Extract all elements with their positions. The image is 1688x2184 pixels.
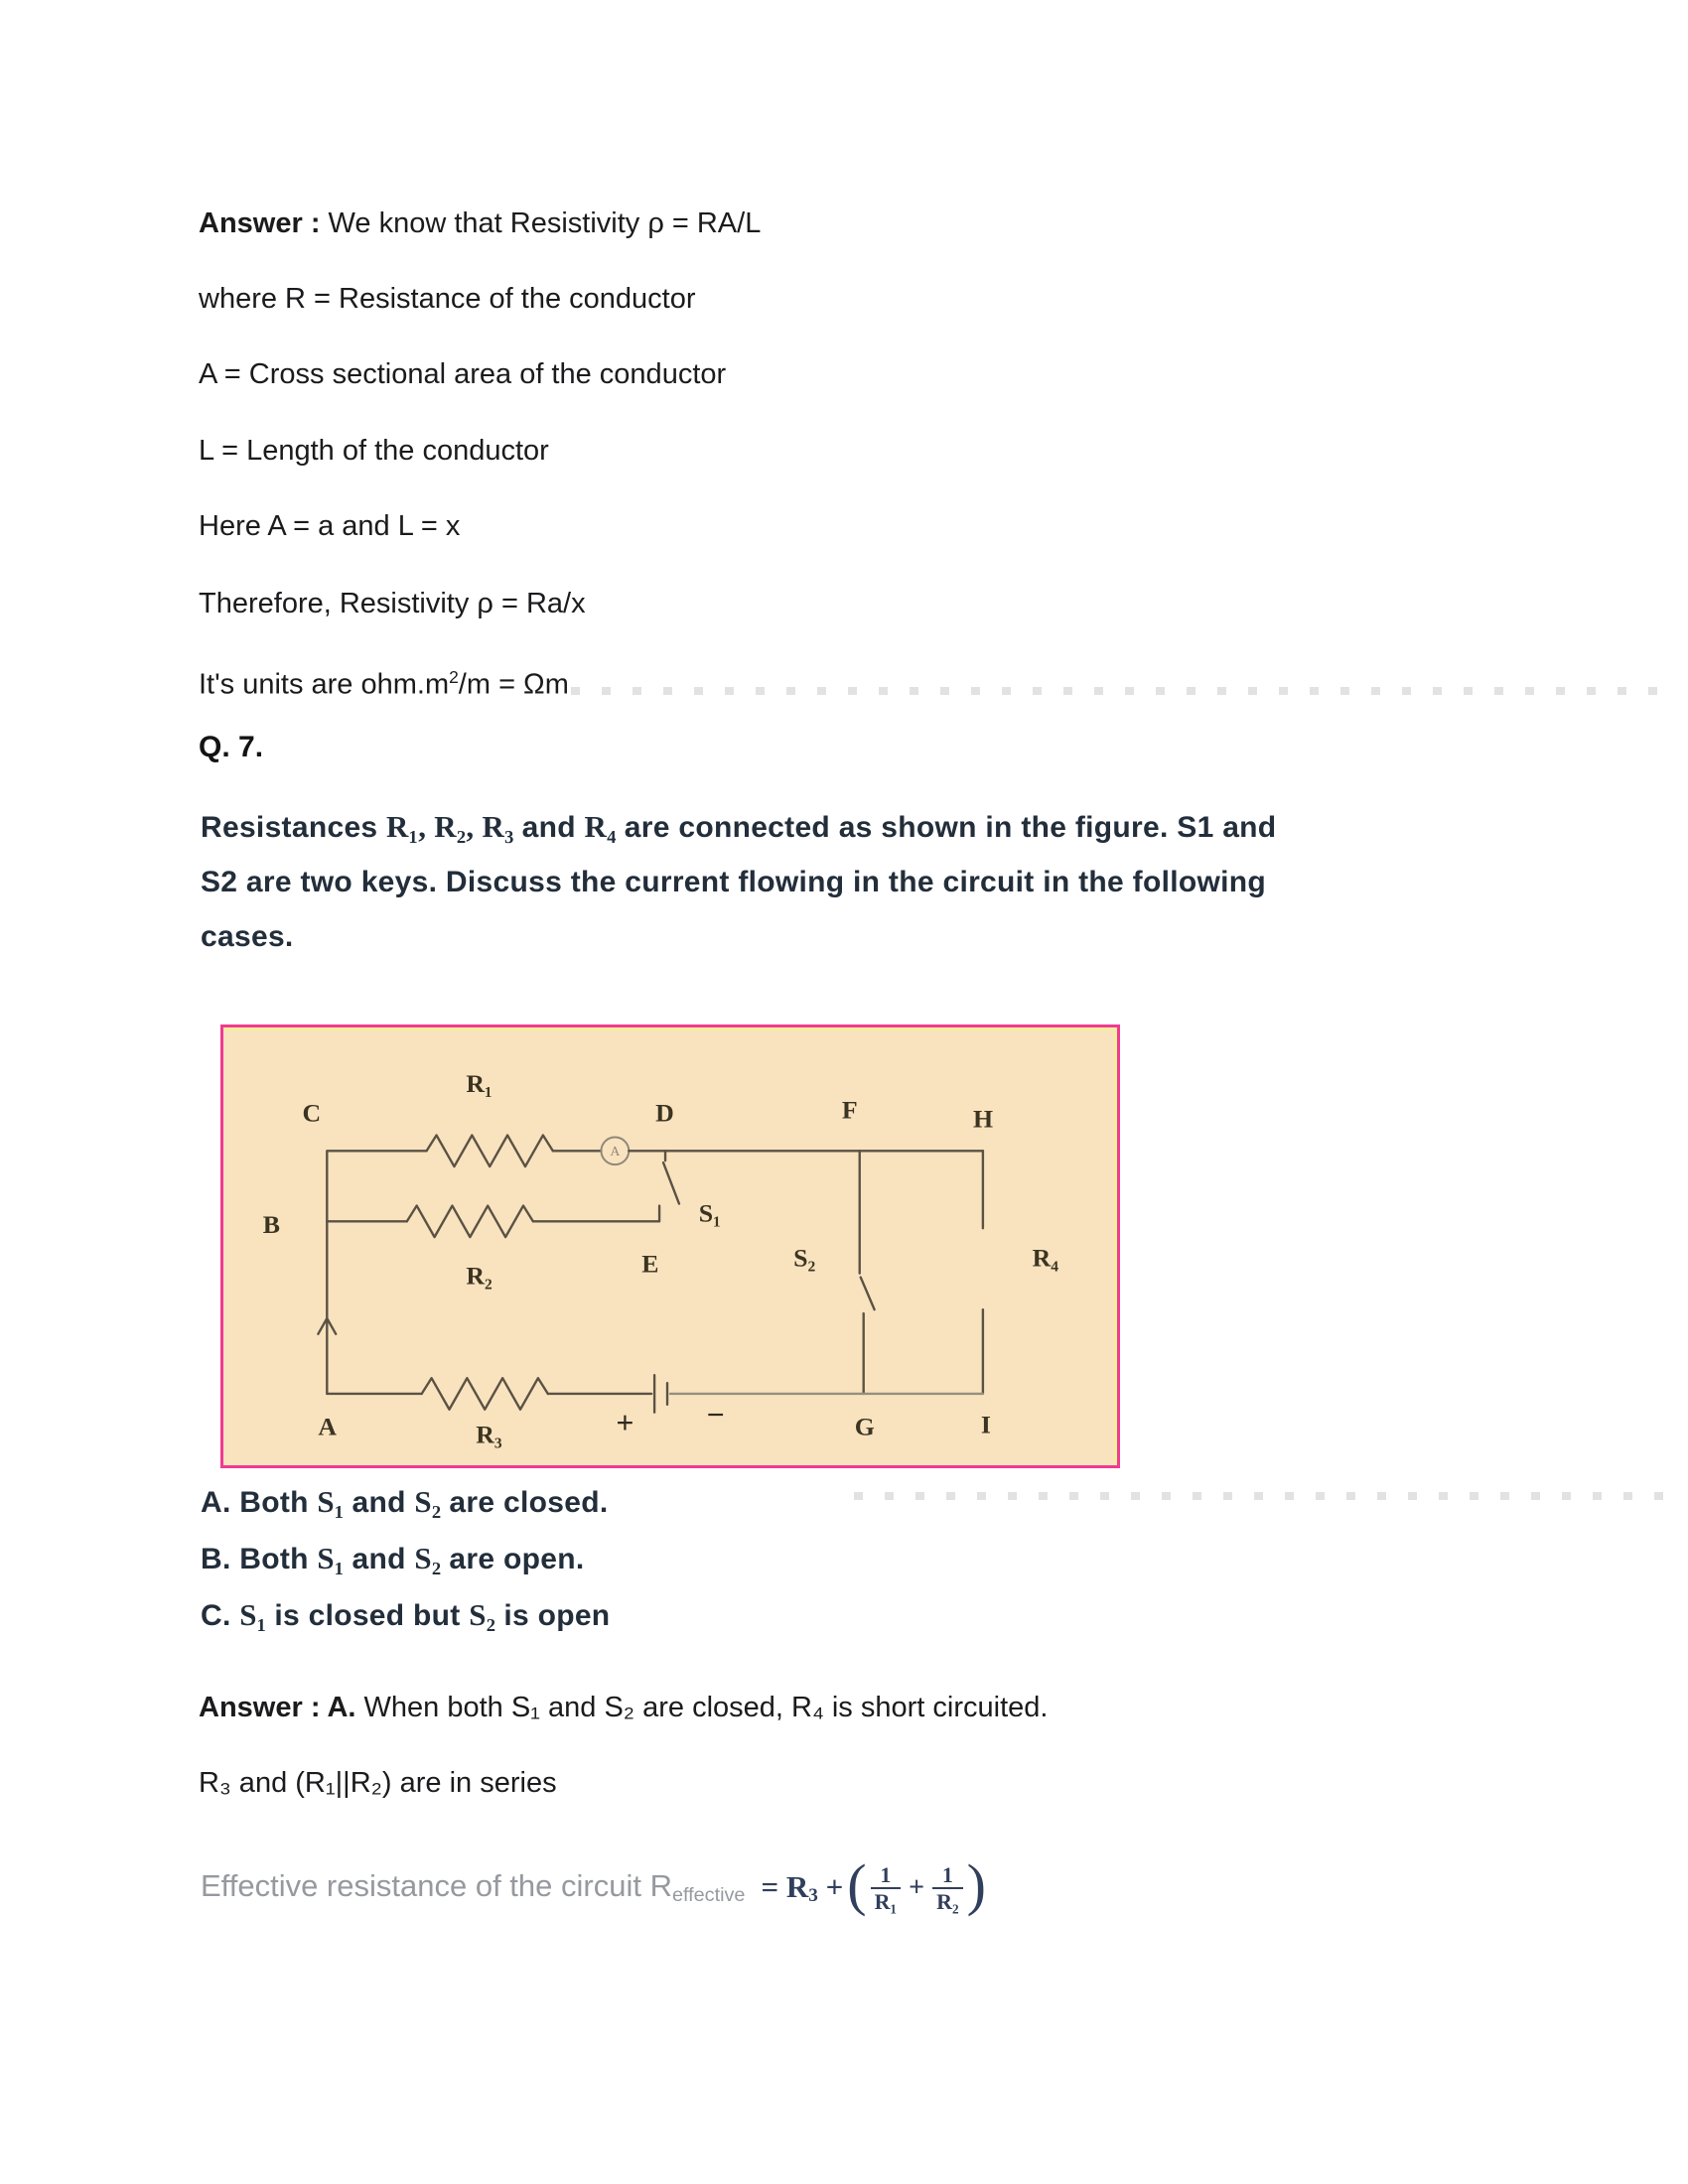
question-line: [201, 809, 1276, 845]
text-segment: are closed.: [449, 1486, 609, 1519]
text-segment: R₁, R₂, R₃: [386, 809, 522, 844]
formula-math-prefix: [761, 1869, 843, 1907]
answer-line: [199, 1692, 1048, 1724]
text-segment: B. Both: [201, 1543, 318, 1575]
text-segment: is closed but: [274, 1599, 470, 1632]
text-segment: S₁: [317, 1541, 352, 1575]
text-segment: /m = Ωm: [458, 668, 569, 701]
text-segment: Here A = a and L = x: [199, 510, 461, 542]
text-segment: and: [352, 1486, 415, 1519]
body-line: [199, 433, 549, 470]
resistor-r3-zigzag: [422, 1378, 548, 1410]
battery-plus-sign: +: [616, 1405, 634, 1440]
text-segment: S₂: [414, 1541, 450, 1575]
open-paren: (: [847, 1852, 867, 1917]
resistor-r1-zigzag: [427, 1136, 553, 1167]
text-segment: R₄: [584, 809, 625, 844]
fraction-denominator: R₂: [932, 1887, 962, 1914]
effective-resistance-formula: [201, 1839, 986, 1938]
fraction-one-over-r2: [932, 1862, 962, 1915]
node-label-h: H: [972, 1104, 994, 1134]
resistor-label-r4: R₄: [1032, 1243, 1058, 1273]
node-label-i: I: [980, 1410, 991, 1439]
circuit-figure: [220, 1024, 1120, 1468]
node-label-d: D: [655, 1098, 674, 1128]
text-segment: A = Cross sectional area of the conductor: [199, 358, 727, 390]
text-segment: S₁: [317, 1484, 352, 1519]
text-segment: We know that Resistivity ρ = RA/L: [328, 207, 762, 239]
option-line-b: [201, 1541, 585, 1576]
wire-r2-to-e: [533, 1206, 659, 1222]
node-label-b: B: [262, 1210, 280, 1240]
body-line: [199, 508, 460, 545]
fraction-denominator: R₁: [871, 1887, 901, 1914]
option-line-a: [201, 1484, 608, 1520]
switch-s2-blade: [861, 1278, 875, 1310]
text-segment: Answer : A.: [199, 1692, 364, 1723]
text-segment: are connected as shown in the figure. S1 and: [624, 811, 1277, 844]
switch-s1-blade: [663, 1162, 679, 1203]
text-segment: is open: [503, 1599, 611, 1632]
switch-label-s2: S₂: [793, 1243, 816, 1273]
circuit-svg: [223, 1027, 1117, 1465]
formula-lead-text: [201, 1868, 745, 1907]
fraction-one-over-r1: [871, 1862, 901, 1915]
answer-line: [199, 1767, 557, 1800]
body-line: [199, 356, 726, 393]
switch-label-s1: S₁: [698, 1198, 721, 1228]
resistor-r2-zigzag: [407, 1206, 533, 1238]
text-segment: 3: [808, 1884, 818, 1906]
body-line: [199, 659, 569, 704]
fraction-numerator: 1: [880, 1861, 892, 1887]
dotted-separator: [571, 687, 1678, 695]
question-line: [201, 920, 294, 954]
text-segment: A. Both: [201, 1486, 318, 1519]
resistor-label-r3: R₃: [476, 1420, 502, 1449]
text-segment: Therefore, Resistivity ρ = Ra/x: [199, 588, 586, 619]
question-heading: Q. 7.: [199, 731, 264, 763]
node-label-c: C: [302, 1098, 322, 1128]
resistor-label-r1: R₁: [466, 1069, 492, 1099]
text-segment: Answer :: [199, 207, 329, 239]
node-label-f: F: [841, 1095, 858, 1125]
body-line: [199, 205, 761, 242]
text-segment: When both S₁ and S₂ are closed, R₄ is short circuited.: [363, 1692, 1049, 1723]
text-segment: L = Length of the conductor: [199, 435, 549, 467]
text-segment: and: [521, 811, 585, 844]
resistor-label-r2: R₂: [466, 1261, 492, 1291]
text-segment: 2: [449, 667, 459, 687]
text-segment: It's units are ohm.m: [199, 668, 450, 701]
node-label-g: G: [854, 1412, 875, 1441]
close-paren: ): [966, 1852, 986, 1917]
text-segment: +: [817, 1869, 844, 1905]
text-segment: Effective resistance of the circuit R: [201, 1868, 672, 1904]
text-segment: S₂: [414, 1484, 450, 1519]
node-label-a: A: [318, 1412, 338, 1441]
text-segment: Resistances: [201, 811, 387, 844]
text-segment: C.: [201, 1599, 240, 1632]
node-label-e: E: [641, 1249, 659, 1279]
body-line: [199, 586, 586, 622]
text-segment: S₁: [239, 1597, 275, 1632]
battery-minus-sign: −: [706, 1397, 725, 1433]
dotted-separator: [854, 1492, 1678, 1500]
text-segment: where R = Resistance of the conductor: [199, 283, 696, 315]
text-segment: are open.: [449, 1543, 585, 1575]
text-segment: and: [352, 1543, 415, 1575]
plus-sign: +: [909, 1872, 925, 1903]
ammeter-letter: A: [610, 1144, 621, 1160]
text-segment: cases.: [201, 920, 294, 953]
text-segment: effective: [671, 1884, 746, 1907]
text-segment: R₃ and (R₁||R₂) are in series: [199, 1767, 557, 1799]
question-line: [201, 866, 1266, 899]
body-line: [199, 281, 696, 318]
text-segment: = R: [761, 1869, 809, 1905]
wire-left-and-top: [327, 1151, 426, 1394]
option-line-c: [201, 1597, 610, 1633]
text-segment: S₂: [469, 1597, 504, 1632]
text-segment: S2 are two keys. Discuss the current flowing in the circuit in the following: [201, 866, 1266, 898]
fraction-numerator: 1: [941, 1861, 953, 1887]
